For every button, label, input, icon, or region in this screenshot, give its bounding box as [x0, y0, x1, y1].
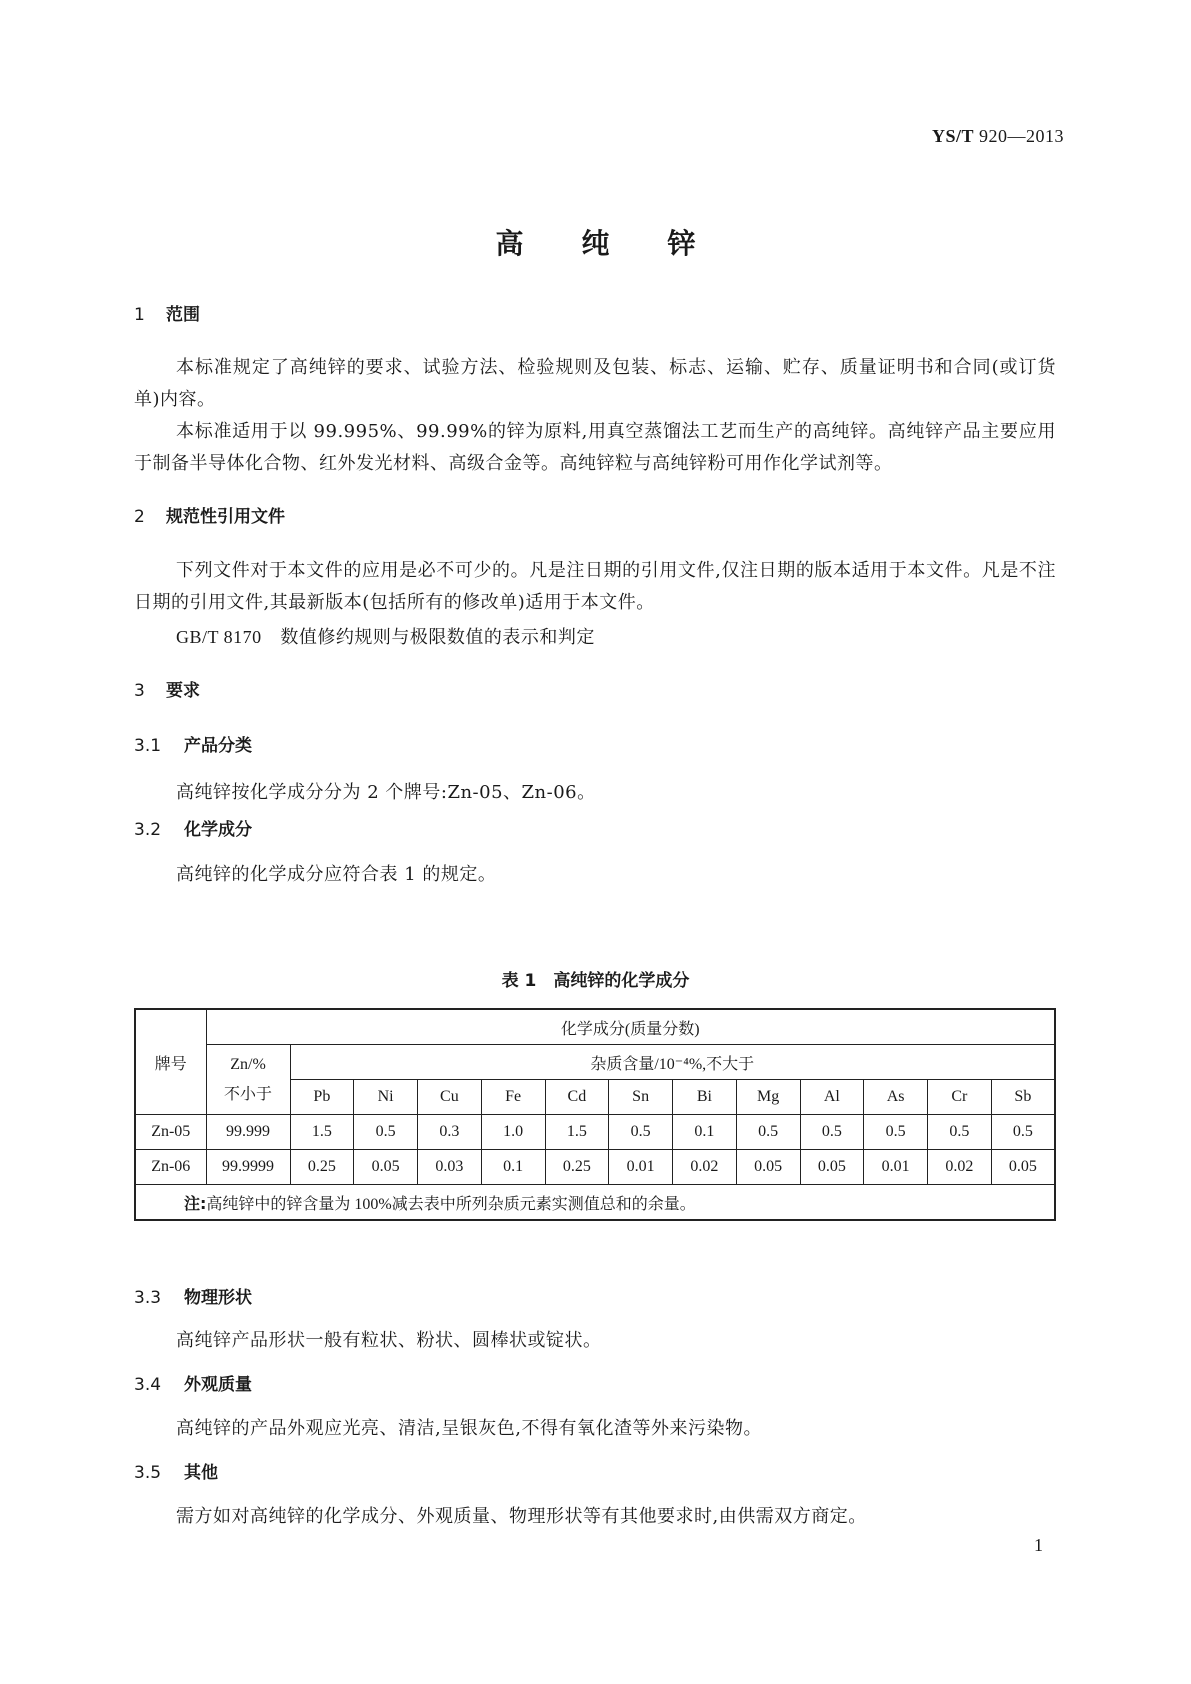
element-header: Cu	[418, 1080, 482, 1115]
header-zn: Zn/% 不小于	[206, 1045, 290, 1115]
value-cell: 0.5	[991, 1115, 1055, 1150]
section-3-1-text: 高纯锌按化学成分分为 2 个牌号:Zn-05、Zn-06。	[176, 782, 596, 803]
value-cell: 0.25	[545, 1150, 609, 1185]
element-header: Sn	[609, 1080, 673, 1115]
section-3-5-heading: 3.5 其他	[134, 1463, 218, 1483]
section-3-1-heading: 3.1 产品分类	[134, 736, 252, 756]
section-2-heading: 2 规范性引用文件	[134, 507, 285, 527]
element-header: Cr	[928, 1080, 992, 1115]
section-3-5-text: 需方如对高纯锌的化学成分、外观质量、物理形状等有其他要求时,由供需双方商定。	[176, 1506, 867, 1527]
element-header: Mg	[736, 1080, 800, 1115]
section-3-3-text: 高纯锌产品形状一般有粒状、粉状、圆棒状或锭状。	[176, 1330, 602, 1351]
header-impurity: 杂质含量/10⁻⁴%,不大于	[290, 1045, 1055, 1080]
value-cell: 0.05	[354, 1150, 418, 1185]
value-cell: 0.25	[290, 1150, 354, 1185]
section-1-paragraph-2: 本标准适用于以 99.995%、99.99%的锌为原料,用真空蒸馏法工艺而生产的高纯锌。高纯锌产品主要应用于制备半导体化合物、红外发光材料、高级合金等。高纯锌粒与高纯锌粉可用作化学试剂等。	[134, 421, 1056, 474]
element-header: Al	[800, 1080, 864, 1115]
zn-cell: 99.9999	[206, 1150, 290, 1185]
page-number: 1	[1034, 1535, 1043, 1555]
value-cell: 0.02	[928, 1150, 992, 1185]
grade-cell: Zn-05	[135, 1115, 206, 1150]
grade-cell: Zn-06	[135, 1150, 206, 1185]
section-2-paragraph: 下列文件对于本文件的应用是必不可少的。凡是注日期的引用文件,仅注日期的版本适用于本文件。凡是不注日期的引用文件,其最新版本(包括所有的修改单)适用于本文件。	[134, 560, 1056, 613]
header-grade: 牌号	[135, 1009, 206, 1115]
table-caption: 表 1 高纯锌的化学成分	[501, 971, 690, 991]
value-cell: 0.5	[800, 1115, 864, 1150]
section-1-paragraph-1: 本标准规定了高纯锌的要求、试验方法、检验规则及包装、标志、运输、贮存、质量证明书和合同(或订货单)内容。	[134, 357, 1056, 410]
section-3-heading: 3 要求	[134, 681, 200, 701]
value-cell: 0.01	[864, 1150, 928, 1185]
document-title: 高纯锌	[495, 227, 754, 260]
value-cell: 1.5	[290, 1115, 354, 1150]
section-3-2-text: 高纯锌的化学成分应符合表 1 的规定。	[176, 864, 497, 885]
value-cell: 0.3	[418, 1115, 482, 1150]
standard-code: YS/T 920—2013	[931, 126, 1064, 146]
section-3-3-heading: 3.3 物理形状	[134, 1288, 252, 1308]
element-header: Fe	[481, 1080, 545, 1115]
value-cell: 0.05	[736, 1150, 800, 1185]
normative-reference: GB/T 8170 数值修约规则与极限数值的表示和判定	[176, 627, 595, 648]
element-header: As	[864, 1080, 928, 1115]
section-3-2-heading: 3.2 化学成分	[134, 820, 252, 840]
table-row	[135, 1115, 1055, 1150]
value-cell: 0.5	[609, 1115, 673, 1150]
value-cell: 1.5	[545, 1115, 609, 1150]
element-header: Ni	[354, 1080, 418, 1115]
value-cell: 0.5	[354, 1115, 418, 1150]
element-header: Sb	[991, 1080, 1055, 1115]
section-1-heading: 1 范围	[134, 305, 200, 325]
zn-cell: 99.999	[206, 1115, 290, 1150]
value-cell: 0.1	[481, 1150, 545, 1185]
value-cell: 0.1	[673, 1115, 737, 1150]
value-cell: 0.01	[609, 1150, 673, 1185]
value-cell: 0.05	[800, 1150, 864, 1185]
table-row	[135, 1150, 1055, 1185]
value-cell: 0.5	[736, 1115, 800, 1150]
value-cell: 0.5	[864, 1115, 928, 1150]
element-header: Pb	[290, 1080, 354, 1115]
value-cell: 0.05	[991, 1150, 1055, 1185]
value-cell: 0.02	[673, 1150, 737, 1185]
value-cell: 0.03	[418, 1150, 482, 1185]
table-note: 注:高纯锌中的锌含量为 100%减去表中所列杂质元素实测值总和的余量。	[135, 1185, 1055, 1221]
header-composition: 化学成分(质量分数)	[206, 1009, 1055, 1045]
chemical-composition-table	[134, 1008, 1056, 1221]
section-3-4-heading: 3.4 外观质量	[134, 1375, 252, 1395]
element-header: Bi	[673, 1080, 737, 1115]
element-header: Cd	[545, 1080, 609, 1115]
value-cell: 1.0	[481, 1115, 545, 1150]
value-cell: 0.5	[928, 1115, 992, 1150]
section-3-4-text: 高纯锌的产品外观应光亮、清洁,呈银灰色,不得有氧化渣等外来污染物。	[176, 1418, 762, 1439]
